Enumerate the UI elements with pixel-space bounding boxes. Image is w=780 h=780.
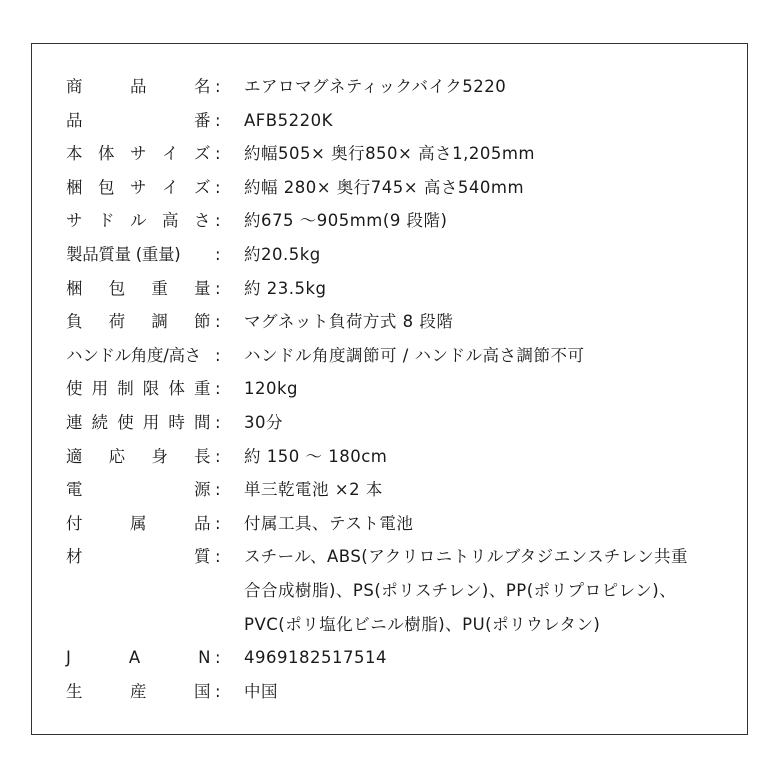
spec-colon: : xyxy=(215,144,222,164)
spec-colon: : xyxy=(215,648,222,668)
spec-value-line: マグネット負荷方式 8 段階 xyxy=(244,312,454,332)
spec-label xyxy=(66,507,211,541)
spec-label-char: 国 xyxy=(194,681,211,701)
spec-value-line: 約幅505× 奥行850× 高さ1,205mm xyxy=(244,144,536,164)
spec-label-char: 梱 xyxy=(66,177,83,197)
spec-value xyxy=(244,104,746,138)
spec-label xyxy=(66,339,211,373)
spec-label-char: ル xyxy=(130,211,147,231)
spec-colon: : xyxy=(215,446,222,466)
spec-label-char: A xyxy=(128,648,141,668)
spec-label xyxy=(66,641,211,675)
spec-label-char: 体 xyxy=(168,379,186,399)
spec-label-text: ハンドル角度/高さ xyxy=(66,345,201,365)
spec-value xyxy=(244,406,746,440)
spec-label-char: 連 xyxy=(66,412,83,432)
spec-label xyxy=(66,238,211,272)
spec-label xyxy=(66,305,211,339)
spec-label-char: 電 xyxy=(66,480,83,500)
spec-label-char: 属 xyxy=(130,513,147,533)
spec-value xyxy=(244,204,746,238)
spec-colon: : xyxy=(215,244,222,264)
spec-label-char: 限 xyxy=(142,379,160,399)
spec-label-char: 名 xyxy=(194,77,211,96)
spec-colon: : xyxy=(215,412,222,432)
spec-row xyxy=(66,540,746,641)
spec-value-line: 約20.5kg xyxy=(244,244,321,264)
spec-row xyxy=(66,70,746,104)
spec-label-char: 用 xyxy=(91,379,109,399)
spec-label-char: 適 xyxy=(66,446,83,466)
spec-label-char: サ xyxy=(130,177,147,197)
spec-row xyxy=(66,171,746,205)
spec-label-char: 品 xyxy=(194,513,211,533)
spec-value-line: 30分 xyxy=(244,412,283,432)
spec-value xyxy=(244,70,746,104)
spec-value-line: 単三乾電池 ×2 本 xyxy=(244,480,383,500)
spec-colon: : xyxy=(215,110,222,130)
spec-label-char: 材 xyxy=(66,547,83,567)
spec-label-char: 節 xyxy=(193,312,211,332)
spec-label-char: 付 xyxy=(66,513,83,533)
spec-row xyxy=(66,507,746,541)
spec-label-char: 梱 xyxy=(66,278,83,298)
spec-label xyxy=(66,473,211,507)
spec-label-char: 本 xyxy=(66,144,83,164)
spec-value-line: 約675 ～905mm(9 段階) xyxy=(244,211,448,231)
spec-label-char: N xyxy=(198,648,211,668)
spec-colon: : xyxy=(215,312,222,332)
spec-label-char: さ xyxy=(194,211,211,231)
spec-value xyxy=(244,305,746,339)
spec-value-line: 付属工具、テスト電池 xyxy=(244,513,414,533)
spec-label-char: 使 xyxy=(66,379,83,399)
spec-label xyxy=(66,171,211,205)
spec-label xyxy=(66,540,211,574)
spec-colon: : xyxy=(215,177,222,197)
spec-value xyxy=(244,473,746,507)
spec-label-char: 負 xyxy=(66,312,83,332)
spec-label-char: 時 xyxy=(168,412,186,432)
spec-value-line: ハンドル角度調節可 / ハンドル高さ調節不可 xyxy=(244,345,585,365)
spec-label-char: サ xyxy=(66,211,83,231)
spec-label xyxy=(66,406,211,440)
spec-value-line: 中国 xyxy=(244,681,278,701)
spec-value xyxy=(244,675,746,709)
spec-value-line: 約幅 280× 奥行745× 高さ540mm xyxy=(244,177,525,197)
spec-row xyxy=(66,641,746,675)
spec-colon: : xyxy=(215,547,222,567)
spec-label-char: 重 xyxy=(193,379,211,399)
spec-label-char: 質 xyxy=(194,547,211,567)
spec-value-line: PVC(ポリ塩化ビニル樹脂)、PU(ポリウレタン) xyxy=(244,614,601,634)
spec-label xyxy=(66,204,211,238)
spec-label-char: 調 xyxy=(151,312,169,332)
spec-label-char: 包 xyxy=(108,278,126,298)
spec-label xyxy=(66,272,211,306)
spec-value-line: 4969182517514 xyxy=(244,648,387,668)
spec-label-char: 品 xyxy=(130,77,147,96)
spec-label-char: 源 xyxy=(194,480,211,500)
spec-label-char: 商 xyxy=(66,77,83,96)
spec-row xyxy=(66,272,746,306)
spec-label-char: 品 xyxy=(66,110,83,130)
spec-value-line: 約 150 ～ 180cm xyxy=(244,446,388,466)
spec-row xyxy=(66,406,746,440)
spec-colon: : xyxy=(215,681,222,701)
spec-label-char: 荷 xyxy=(108,312,126,332)
spec-label-char: 制 xyxy=(117,379,135,399)
spec-value xyxy=(244,137,746,171)
spec-label xyxy=(66,137,211,171)
spec-colon: : xyxy=(215,211,222,231)
spec-label-char: 生 xyxy=(66,681,83,701)
spec-colon: : xyxy=(215,77,222,96)
spec-label-char: 量 xyxy=(193,278,211,298)
spec-value xyxy=(244,641,746,675)
spec-label-char: 番 xyxy=(194,110,211,130)
spec-row xyxy=(66,238,746,272)
spec-label-char: 包 xyxy=(98,177,115,197)
spec-label-char: ド xyxy=(98,211,115,231)
spec-value xyxy=(244,272,746,306)
spec-value-line: エアロマグネティックバイク5220 xyxy=(244,77,507,96)
spec-value-line: 合合成樹脂)、PS(ポリスチレン)、PP(ポリプロピレン)、 xyxy=(244,580,677,600)
spec-value xyxy=(244,440,746,474)
spec-value xyxy=(244,171,746,205)
spec-colon: : xyxy=(215,480,222,500)
spec-label-char: 使 xyxy=(117,412,135,432)
spec-value-line: 約 23.5kg xyxy=(244,278,327,298)
spec-colon: : xyxy=(215,379,222,399)
spec-value xyxy=(244,238,746,272)
spec-label-char: 応 xyxy=(108,446,126,466)
spec-row xyxy=(66,339,746,373)
spec-label xyxy=(66,70,211,104)
spec-value xyxy=(244,540,746,641)
spec-value xyxy=(244,507,746,541)
spec-label-char: 産 xyxy=(130,681,147,701)
spec-row xyxy=(66,104,746,138)
spec-label-char: 用 xyxy=(142,412,160,432)
spec-row xyxy=(66,372,746,406)
spec-row xyxy=(66,204,746,238)
spec-table xyxy=(66,70,746,708)
spec-label xyxy=(66,372,211,406)
spec-value xyxy=(244,339,746,373)
spec-label-char: 身 xyxy=(151,446,169,466)
spec-label-char: サ xyxy=(130,144,147,164)
spec-label-char: ズ xyxy=(194,144,211,164)
spec-label-char: イ xyxy=(162,177,179,197)
spec-colon: : xyxy=(215,278,222,298)
spec-label-char: 長 xyxy=(193,446,211,466)
spec-label-char: イ xyxy=(162,144,179,164)
spec-row xyxy=(66,675,746,709)
spec-row xyxy=(66,137,746,171)
spec-label-char: 間 xyxy=(193,412,211,432)
spec-label-char: 重 xyxy=(151,278,169,298)
spec-label-text: 製品質量 (重量) xyxy=(66,244,181,264)
spec-colon: : xyxy=(215,513,222,533)
spec-label-char: J xyxy=(66,648,72,668)
spec-label-char: 高 xyxy=(162,211,179,231)
spec-label xyxy=(66,675,211,709)
spec-label-char: 続 xyxy=(91,412,109,432)
spec-value-line: 120kg xyxy=(244,379,299,399)
spec-label xyxy=(66,104,211,138)
spec-value xyxy=(244,372,746,406)
spec-row xyxy=(66,305,746,339)
spec-value-line: AFB5220K xyxy=(244,110,333,130)
spec-label xyxy=(66,440,211,474)
spec-row xyxy=(66,473,746,507)
spec-value-line: スチール、ABS(アクリロニトリルブタジエンスチレン共重 xyxy=(244,547,689,567)
spec-label-char: 体 xyxy=(98,144,115,164)
spec-colon: : xyxy=(215,345,222,365)
spec-label-char: ズ xyxy=(194,177,211,197)
spec-row xyxy=(66,440,746,474)
